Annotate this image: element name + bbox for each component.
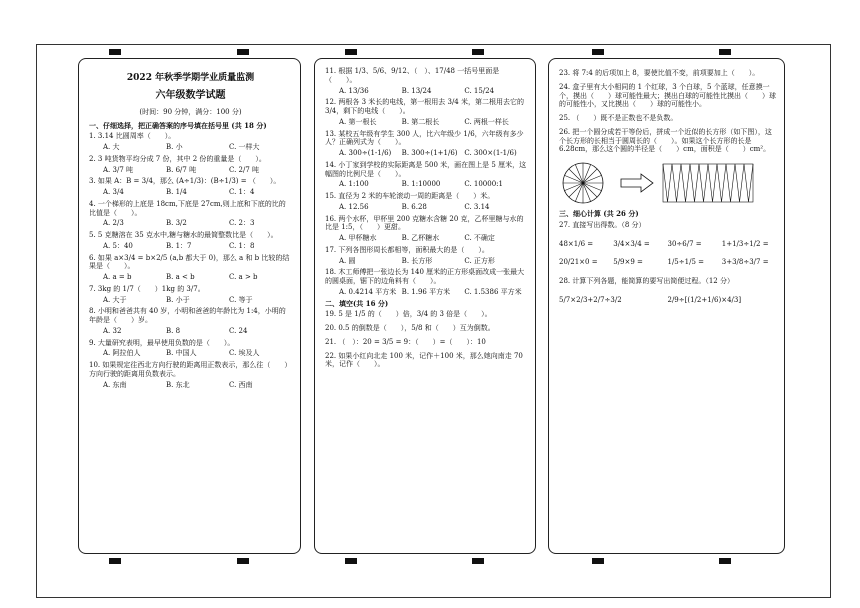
option-a: A. 2/3 (103, 219, 124, 228)
option-b: B. 13/24 (401, 86, 432, 95)
column-1 (78, 58, 301, 554)
option-c: C. 一样大 (229, 143, 260, 151)
option-c: C. 1：8 (229, 241, 255, 250)
calc-item: 2/9÷[(1/2+1/6)×4/3] (667, 295, 742, 304)
option-c: C. a > b (229, 273, 258, 281)
option-b: B. 8 (166, 326, 181, 335)
option-b: B. 1/4 (166, 188, 187, 196)
registration-mark (237, 558, 249, 564)
fill-question: 20. 0.5 的倒数是（ ），5/8 和（ ）互为倒数。 (325, 324, 495, 332)
question-list (325, 67, 527, 297)
calc-item: 1/5÷1/5 = (667, 258, 704, 267)
calc-item: 3+3/8÷3/7 = (721, 258, 769, 267)
option-c: C. 不确定 (464, 234, 495, 242)
question-stem: 14. 小丁家到学校的实际距离是 500 米，画在图上是 5 厘米，这幅图的比例尺是（ ）。 (325, 160, 527, 178)
answer-options (89, 273, 292, 282)
calc-item: 30÷6/7 = (667, 239, 702, 248)
question-stem: 12. 两根各 3 米长的电线，第一根用去 3/4 米，第二根用去它的 3/4，剩下的电线（ ）。 (325, 98, 524, 115)
registration-mark (345, 49, 357, 55)
answer-options (89, 166, 292, 175)
option-a: A. a = b (103, 273, 132, 281)
registration-mark (472, 49, 484, 55)
option-b: B. 1.96 平方米 (401, 287, 451, 296)
registration-mark (592, 49, 604, 55)
option-b: B. 6.28 (401, 202, 427, 211)
divided-circle (563, 163, 603, 203)
option-c: C. 24 (229, 326, 248, 335)
option-c: C. 正方形 (464, 256, 495, 265)
question-stem: 3. 如果 A：B = 3/4，那么 (A÷1/3)：(B÷1/3) = （ ）。 (89, 177, 281, 186)
fill-question: 25. （ ）既不是正数也不是负数。 (559, 114, 678, 122)
question-stem: 1. 3.14 比圆周率（ ）。 (89, 132, 176, 141)
circle-rectangle-diagram (559, 160, 776, 206)
option-c: C. 埃及人 (229, 349, 260, 358)
option-a: A. 大 (103, 143, 120, 151)
option-a: A. 第一根长 (339, 117, 377, 126)
question-stem: 8. 小明和爸爸共有 40 岁，小明和爸爸的年龄比为 1:4，小明的年龄是（ ）岁。 (89, 307, 286, 324)
arrow-icon (621, 174, 653, 192)
registration-mark (472, 558, 484, 564)
registration-mark (237, 49, 249, 55)
calc-row (559, 240, 776, 249)
calc-item: 5/9×9 = (613, 258, 643, 267)
option-b: B. 乙杯糖水 (401, 234, 440, 242)
answer-options (89, 381, 292, 390)
question-stem: 11. 根据 1/3、5/6、9/12、（ ）、17/48 一括号里面是（ ）。 (325, 67, 500, 84)
option-a: A. 5：40 (103, 241, 133, 250)
option-a: A. 3/7 吨 (103, 165, 133, 174)
option-a: A. 圆 (339, 256, 356, 265)
option-b: B. 1：7 (166, 241, 192, 250)
question-stem: 5. 5 克糖溶在 35 克水中,糖与糖水的最简整数比是（ ）。 (89, 231, 278, 239)
column-3 (548, 58, 785, 554)
option-b: B. 6/7 吨 (166, 165, 197, 174)
answer-options (89, 219, 292, 228)
column-2 (314, 58, 536, 554)
calc-item: 3/4×3/4 = (613, 239, 650, 248)
section-heading: 三、细心计算 (共 26 分) (559, 209, 639, 218)
option-b: B. 长方形 (401, 256, 433, 265)
registration-mark (109, 558, 121, 564)
fill-question: 22. 如果小红向北走 100 米，记作＋100 米，那么她向南走 70 米，记作（ ）。 (325, 351, 523, 369)
option-a: A. 东南 (103, 380, 127, 389)
registration-mark (719, 558, 731, 564)
fill-question: 24. 盒子里有大小相同的 1 个红球，3 个白球，5 个蓝球，任意摸一个，摸出（ ）球可能性最大；摸出白球的可能性比摸出（ ）球的可能性小，又比摸出（ ）球的可能性小。 (559, 82, 776, 109)
option-a: A. 大于 (103, 295, 127, 304)
question-stem: 10. 如果规定往西北方向行驶的距离用正数表示，那么往（ ）方向行驶的距离用负数表示。 (89, 361, 292, 378)
registration-mark (109, 49, 121, 55)
question-list (89, 132, 292, 389)
option-c: C. 西南 (229, 380, 253, 389)
fill-question: 19. 5 是 1/5 的（ ）倍，3/4 的 3 倍是（ ）。 (325, 310, 492, 319)
option-b: B. a < b (166, 273, 195, 281)
answer-options (325, 288, 527, 297)
option-c: C. 1.5386 平方米 (464, 287, 522, 296)
option-a: A. 13/36 (339, 86, 369, 95)
question-stem: 17. 下列各图形周长都相等，面积最大的是（ ）。 (325, 245, 489, 254)
option-a: A. 1:100 (339, 180, 369, 189)
answer-options (89, 143, 292, 152)
answer-options (89, 188, 292, 197)
exam-title: 2022 年秋季学期学业质量监测 (126, 73, 255, 83)
question-stem: 9. 大量研究表明，最早使用负数的是（ ）。 (89, 338, 235, 347)
calc-row (559, 296, 776, 305)
fill-question: 26. 把一个圆分成若干等份后，拼成一个近似的长方形（如下图），这个长方形的长相当于圆周长的（ ）。如果这个长方形的长是 6.28cm，那么这个圆的半径是（ ）cm，面积是（ ）cm²。 (559, 127, 772, 154)
question-stem: 7. 3kg 的 1/7（ ）1kg 的 3/7。 (89, 284, 205, 293)
question-stem: 13. 某校五年级有学生 300 人，比六年级少 1/6，六年级有多少人？正确列式为（ ）。 (325, 129, 524, 147)
answer-options (89, 296, 292, 305)
option-b: B. 3/2 (166, 219, 187, 228)
option-a: A. 甲杯糖水 (339, 234, 377, 242)
option-b: B. 第二根长 (401, 117, 440, 126)
calc-item: 48×1/6 = (559, 239, 594, 248)
registration-mark (345, 558, 357, 564)
answer-options (325, 87, 527, 96)
option-a: A. 300÷(1-1/6) (339, 149, 392, 157)
exam-subtitle: 六年级数学试题 (155, 90, 226, 102)
option-c: C. 等于 (229, 295, 253, 304)
option-a: A. 32 (103, 326, 122, 335)
option-c: C. 2：3 (229, 219, 255, 228)
answer-options (89, 349, 292, 358)
question-28: 28. 计算下列各题，能简算的要写出简便过程。（12 分） (559, 277, 734, 285)
circle-to-rectangle-figure (559, 160, 776, 206)
registration-mark (592, 558, 604, 564)
calc-item: 1+1/3÷1/2 = (721, 239, 769, 248)
registration-mark (719, 49, 731, 55)
option-c: C. 300×(1-1/6) (464, 149, 517, 157)
section-heading: 一、仔细选择，把正确答案的序号填在括号里 (共 18 分) (89, 120, 267, 130)
option-a: A. 12.56 (339, 202, 369, 211)
fill-list (325, 310, 527, 369)
question-stem: 18. 木工师傅把一张边长为 140 厘米的正方形桌面改成一张最大的圆桌面，锯下的边角料有（ ）。 (325, 268, 525, 285)
fill-question: 23. 将 7:4 的后项加上 8，要使比值不变，前项要加上（ ）。 (559, 69, 760, 77)
answer-options (89, 327, 292, 336)
option-a: A. 3/4 (103, 188, 124, 196)
calc-row (559, 258, 776, 267)
option-a: A. 阿拉伯人 (103, 349, 141, 358)
section-heading: 二、填空(共 16 分) (325, 298, 389, 308)
question-stem: 4. 一个梯形的上底是 18cm,下底是 27cm,则上底和下底的比的比值是（ ）。 (89, 199, 286, 217)
option-c: C. 15/24 (464, 86, 495, 95)
answer-options (325, 180, 527, 189)
question-stem: 2. 3 吨货物平均分成 7 份，其中 2 份的重量是（ ）。 (89, 154, 266, 163)
question-stem: 16. 两个水杯，甲杯里 200 克糖水含糖 20 克，乙杯里糖与水的比是 1:5，（ ）更甜。 (325, 214, 524, 232)
approximate-rectangle (663, 164, 753, 202)
option-b: B. 东北 (166, 380, 190, 389)
question-27: 27. 直接写出得数。（8 分） (559, 220, 646, 229)
question-stem: 6. 如果 a×3/4 = b×2/5 (a,b 都大于 0)，那么 a 和 b 比较的结果是（ ）。 (89, 253, 290, 271)
answer-options (325, 149, 527, 158)
answer-options (325, 203, 527, 212)
answer-options (325, 118, 527, 127)
option-b: B. 小于 (166, 295, 190, 304)
answer-options (325, 257, 527, 266)
option-c: C. 3.14 (464, 202, 490, 211)
option-b: B. 中国人 (166, 349, 197, 358)
option-b: B. 小 (166, 143, 183, 151)
option-c: C. 1：4 (229, 188, 255, 196)
option-c: C. 两根一样长 (464, 117, 509, 126)
option-b: B. 1:10000 (401, 180, 441, 189)
calc-item: 20/21×0 = (559, 258, 598, 267)
fill-list (559, 69, 776, 154)
calc-item: 5/7×2/3+2/7÷3/2 (559, 295, 622, 304)
option-a: A. 0.4214 平方米 (339, 287, 397, 296)
answer-options (325, 234, 527, 243)
fill-question: 21. （ ）：20 = 3/5 = 9：（ ）=（ ）：10 (325, 337, 486, 346)
time-note: (时间：90 分钟，满分：100 分) (139, 107, 242, 116)
answer-options (89, 242, 292, 251)
question-stem: 15. 直径为 2 米的车轮滚动一周的距离是（ ）米。 (325, 192, 495, 200)
option-c: C. 2/7 吨 (229, 165, 260, 174)
option-b: B. 300÷(1+1/6) (401, 149, 458, 157)
option-c: C. 10000:1 (464, 180, 503, 189)
